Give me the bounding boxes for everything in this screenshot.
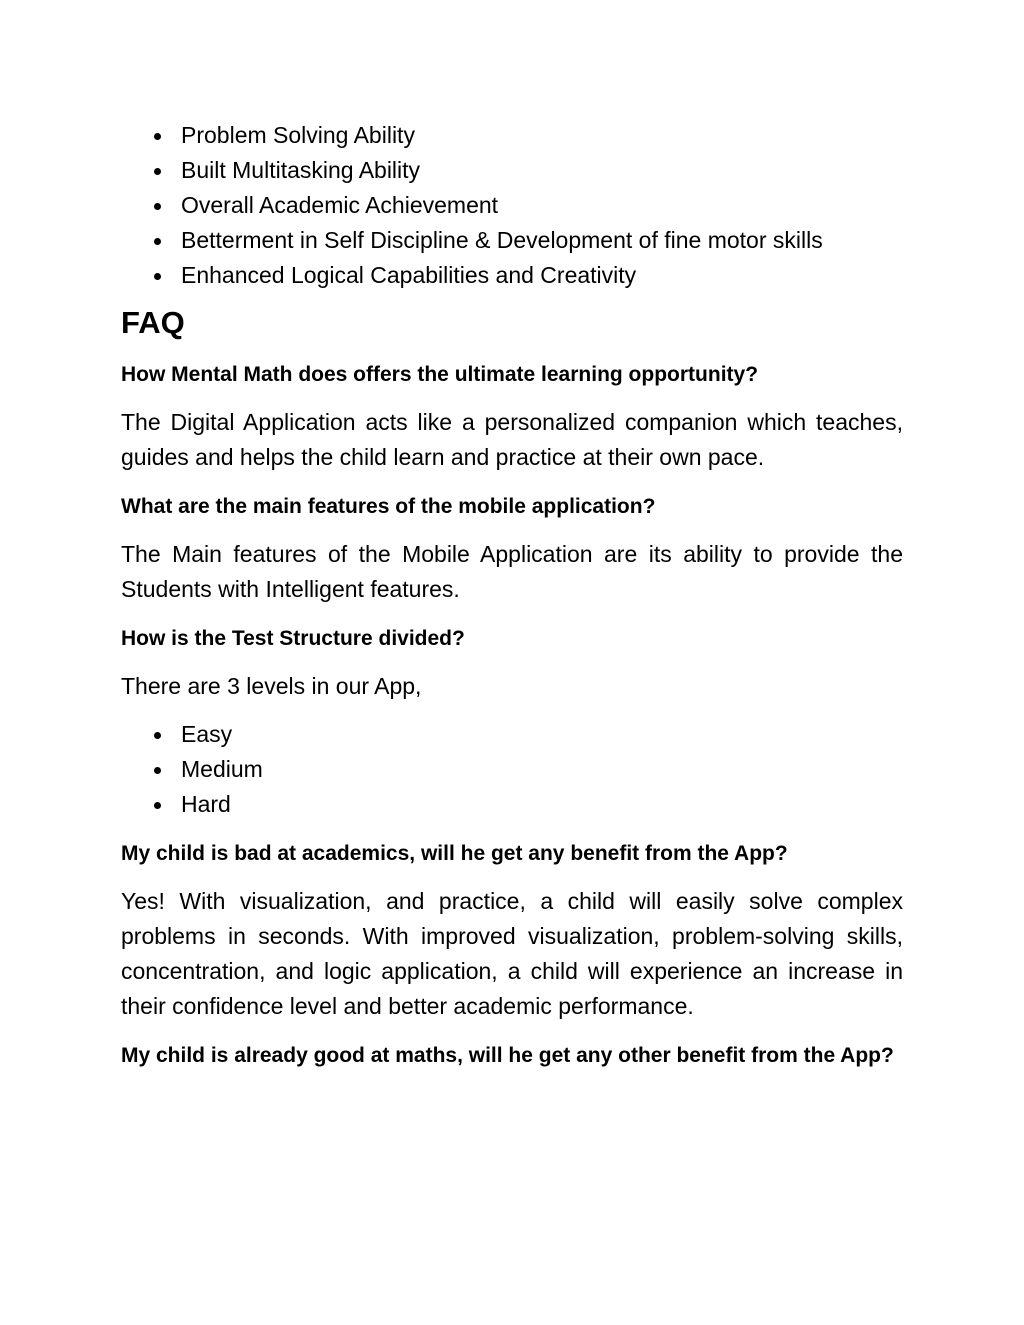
- faq-answer-3-intro: There are 3 levels in our App,: [121, 673, 422, 699]
- faq-answer-2: The Main features of the Mobile Application are its ability to provide the Students with Intelligent features.: [121, 541, 903, 602]
- faq-question-1: How Mental Math does offers the ultimate learning opportunity?: [121, 363, 759, 386]
- document-page: [121, 118, 903, 1073]
- list-item: Enhanced Logical Capabilities and Creativity: [121, 258, 903, 293]
- list-item: Hard: [121, 787, 903, 822]
- list-item: Medium: [121, 752, 903, 787]
- benefits-list: [121, 118, 903, 293]
- faq-answer-1: The Digital Application acts like a personalized companion which teaches, guides and helps the child learn and practice at their own pace.: [121, 409, 903, 470]
- faq-question-4: My child is bad at academics, will he get any benefit from the App?: [121, 842, 788, 865]
- list-item: Overall Academic Achievement: [121, 188, 903, 223]
- list-item: Easy: [121, 717, 903, 752]
- faq-question-5: My child is already good at maths, will he get any other benefit from the App?: [121, 1044, 894, 1067]
- faq-question-3: How is the Test Structure divided?: [121, 627, 465, 650]
- levels-list: [121, 717, 903, 822]
- list-item: Built Multitasking Ability: [121, 153, 903, 188]
- list-item: Problem Solving Ability: [121, 118, 903, 153]
- faq-question-2: What are the main features of the mobile application?: [121, 495, 656, 518]
- faq-heading: FAQ: [121, 305, 185, 340]
- list-item: Betterment in Self Discipline & Development of fine motor skills: [121, 223, 903, 258]
- faq-answer-4: Yes! With visualization, and practice, a child will easily solve complex problems in seconds. With improved visualization, problem-solving skills, concentration, and logic application, a child will experience an increase in their confidence level and better academic performance.: [121, 888, 903, 1019]
